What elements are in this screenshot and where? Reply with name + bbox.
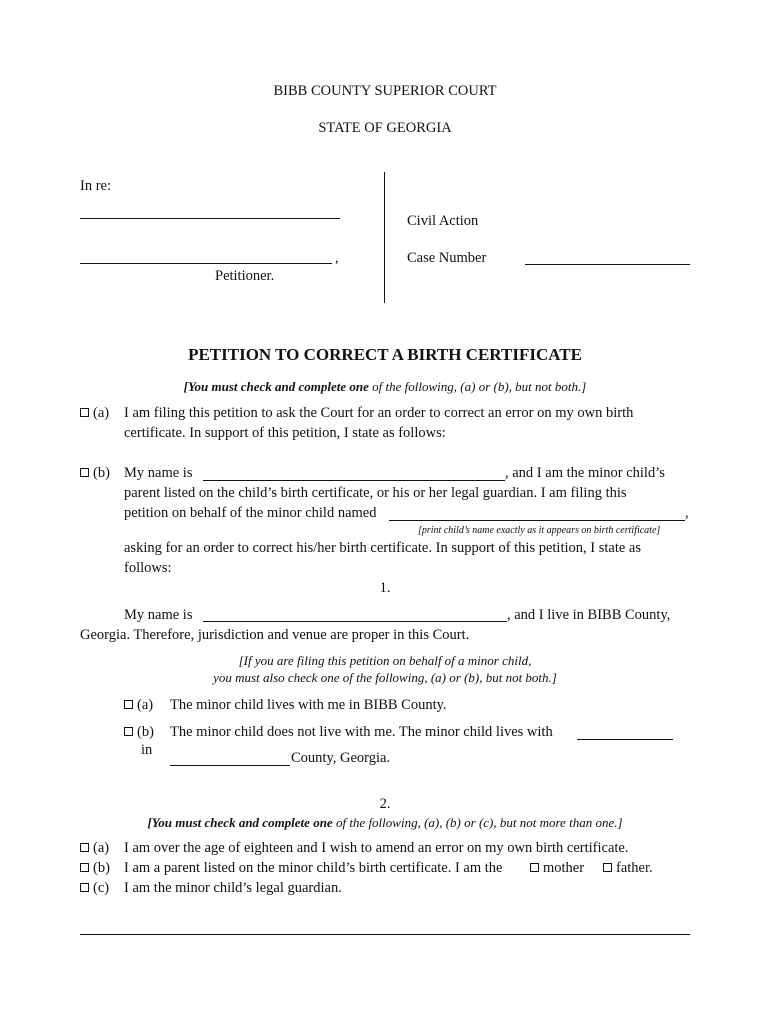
petitioner-name-line[interactable] (80, 263, 332, 264)
option-b-name-label: My name is (124, 465, 193, 481)
option-b-line4: asking for an order to correct his/her birth certificate. In support of this petition, I state as (124, 540, 642, 556)
father-selector[interactable] (603, 860, 653, 877)
petitioner-comma: , (335, 250, 339, 266)
option-b-line2: parent listed on the child’s birth certificate, or his or her legal guardian. I am filing this (124, 485, 627, 501)
section-1-option-a-marker: (a) (137, 697, 154, 713)
section-2-instruction-rest: of the following, (a), (b) or (c), but not more than one.] (332, 815, 623, 830)
option-a-marker: (a) (93, 405, 110, 421)
lives-with-field[interactable] (577, 739, 673, 740)
section-2-instruction-bold: [You must check and complete one (147, 815, 333, 830)
in-re-line-1[interactable] (80, 218, 340, 219)
civil-action-label: Civil Action (407, 213, 479, 229)
in-re-label: In re: (80, 178, 111, 194)
section-2-option-b-marker: (b) (93, 860, 110, 876)
section-2-number: 2. (379, 796, 391, 812)
section-1-option-b-text: The minor child does not live with me. The minor child lives with (170, 724, 553, 740)
option-a-line1: I am filing this petition to ask the Court for an order to correct an error on my own birth (124, 405, 634, 421)
section-2-option-b-selector[interactable] (80, 860, 110, 877)
option-b-line5: follows: (124, 560, 172, 576)
child-name-note: [print child’s name exactly as it appears on birth certificate] (418, 525, 661, 536)
section-1-option-a-selector[interactable] (124, 697, 153, 714)
section-1-option-b-marker: (b) (137, 724, 154, 740)
child-name-comma: , (685, 505, 689, 521)
section-1-line2: Georgia. Therefore, jurisdiction and venue are proper in this Court. (80, 627, 470, 643)
instruction-one-bold: [You must check and complete one (183, 379, 369, 394)
case-number-label: Case Number (407, 250, 487, 266)
section-1-name-field[interactable] (203, 621, 507, 622)
bottom-rule (80, 934, 690, 935)
section-2-option-a-selector[interactable] (80, 840, 109, 857)
section-2-option-c-selector[interactable] (80, 880, 109, 897)
court-name: BIBB COUNTY SUPERIOR COURT (273, 83, 497, 99)
state-name: STATE OF GEORGIA (318, 120, 452, 136)
county-field[interactable] (170, 765, 290, 766)
section-1-instruction-line2: you must also check one of the following, (a) or (b), but not both.] (213, 670, 557, 685)
section-1-option-b-in: in (141, 742, 153, 758)
section-2-instruction (0, 815, 770, 831)
instruction-one-rest: of the following, (a) or (b), but not both.] (368, 379, 587, 394)
section-2-option-b-checkbox[interactable] (80, 863, 89, 872)
case-number-field[interactable] (525, 264, 690, 265)
petitioner-label: Petitioner. (215, 268, 275, 284)
section-2-option-c-text: I am the minor child’s legal guardian. (124, 880, 342, 896)
option-b-line1-end: , and I am the minor child’s (505, 465, 665, 481)
option-b-line3: petition on behalf of the minor child named (124, 505, 377, 521)
section-1-option-a-text: The minor child lives with me in BIBB County. (170, 697, 447, 713)
option-b-marker: (b) (93, 465, 110, 481)
option-b-checkbox[interactable] (80, 468, 89, 477)
option-a-selector[interactable] (80, 405, 109, 422)
mother-selector[interactable] (530, 860, 584, 877)
section-1-option-b-checkbox[interactable] (124, 727, 133, 736)
mother-checkbox[interactable] (530, 863, 539, 872)
section-1-option-b-selector[interactable] (124, 724, 154, 741)
parent-name-field[interactable] (203, 480, 505, 481)
option-a-line2: certificate. In support of this petition, I state as follows: (124, 425, 446, 441)
section-1-number: 1. (379, 580, 391, 596)
section-1-instruction-line1: [If you are filing this petition on behalf of a minor child, (238, 653, 532, 668)
section-1-option-a-checkbox[interactable] (124, 700, 133, 709)
section-2-option-a-checkbox[interactable] (80, 843, 89, 852)
section-2-option-c-marker: (c) (93, 880, 110, 896)
father-checkbox[interactable] (603, 863, 612, 872)
section-2-option-b-text: I am a parent listed on the minor child’s birth certificate. I am the (124, 860, 503, 876)
father-label: father. (616, 860, 653, 876)
mother-label: mother (543, 860, 585, 876)
option-a-checkbox[interactable] (80, 408, 89, 417)
section-2-option-a-text: I am over the age of eighteen and I wish to amend an error on my own birth certificate. (124, 840, 629, 856)
option-b-selector[interactable] (80, 465, 110, 482)
instruction-one (0, 379, 770, 395)
section-1-line1-end: , and I live in BIBB County, (507, 607, 671, 623)
caption-divider (384, 172, 385, 303)
section-2-option-a-marker: (a) (93, 840, 110, 856)
petition-title: PETITION TO CORRECT A BIRTH CERTIFICATE (188, 345, 582, 364)
section-2-option-c-checkbox[interactable] (80, 883, 89, 892)
child-name-field[interactable] (389, 520, 685, 521)
section-1-option-b-county: County, Georgia. (291, 750, 391, 766)
section-1-name-label: My name is (124, 607, 193, 623)
